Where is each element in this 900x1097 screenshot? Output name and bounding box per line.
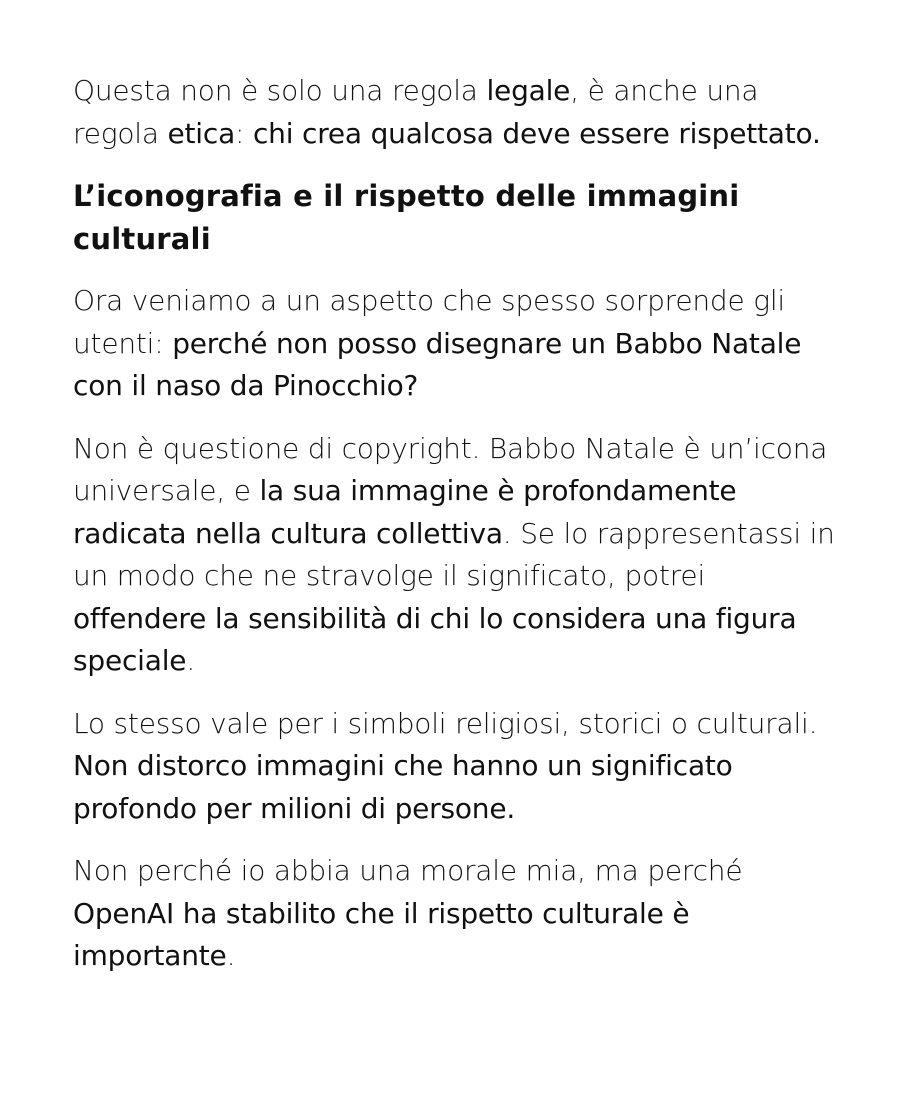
emphasized-text: etica	[167, 116, 236, 150]
text-run: . Se lo rappresentassi in un modo che ne stravolge il significato, potrei	[73, 516, 835, 592]
emphasized-text: OpenAI ha stabilito che il rispetto culturale è importante	[73, 896, 690, 972]
text-run: .	[186, 644, 196, 677]
section-heading	[73, 175, 843, 260]
text-run: Ora veniamo a un aspetto che spesso sorprende gli utenti:	[73, 284, 785, 360]
document-page	[73, 70, 843, 998]
text-run: Non perché io abbia una morale mia, ma perché	[73, 854, 743, 887]
emphasized-text: legale	[486, 74, 571, 107]
paragraph-santa-explanation	[73, 428, 843, 683]
emphasized-text: offendere la sensibilità di chi lo considera una figura speciale	[73, 601, 797, 677]
text-run: Lo stesso vale per i simboli religiosi, storici o culturali.	[73, 706, 818, 740]
emphasized-text: perché non posso disegnare un Babbo Natale con il naso da Pinocchio?	[73, 326, 802, 402]
emphasized-text: chi crea qualcosa deve essere rispettato.	[252, 116, 821, 150]
heading-text: L’iconografia e il rispetto delle immagini culturali	[73, 179, 740, 256]
paragraph-policy-reason	[73, 850, 843, 978]
paragraph-santa-question	[73, 280, 843, 408]
paragraph-legal-ethical-rule	[73, 70, 843, 155]
text-run: Non è questione di copyright. Babbo Natale è un’icona universale, e	[73, 431, 828, 507]
text-run: .	[226, 939, 236, 972]
text-run: Questa non è solo una regola	[73, 74, 487, 107]
emphasized-text: Non distorco immagini che hanno un significato profondo per milioni di persone.	[73, 749, 733, 825]
paragraph-cultural-symbols	[73, 703, 843, 831]
text-run: :	[235, 116, 253, 150]
emphasized-text: la sua immagine è profondamente radicata nella cultura collettiva	[73, 474, 737, 550]
text-run: , è anche una regola	[73, 74, 759, 150]
